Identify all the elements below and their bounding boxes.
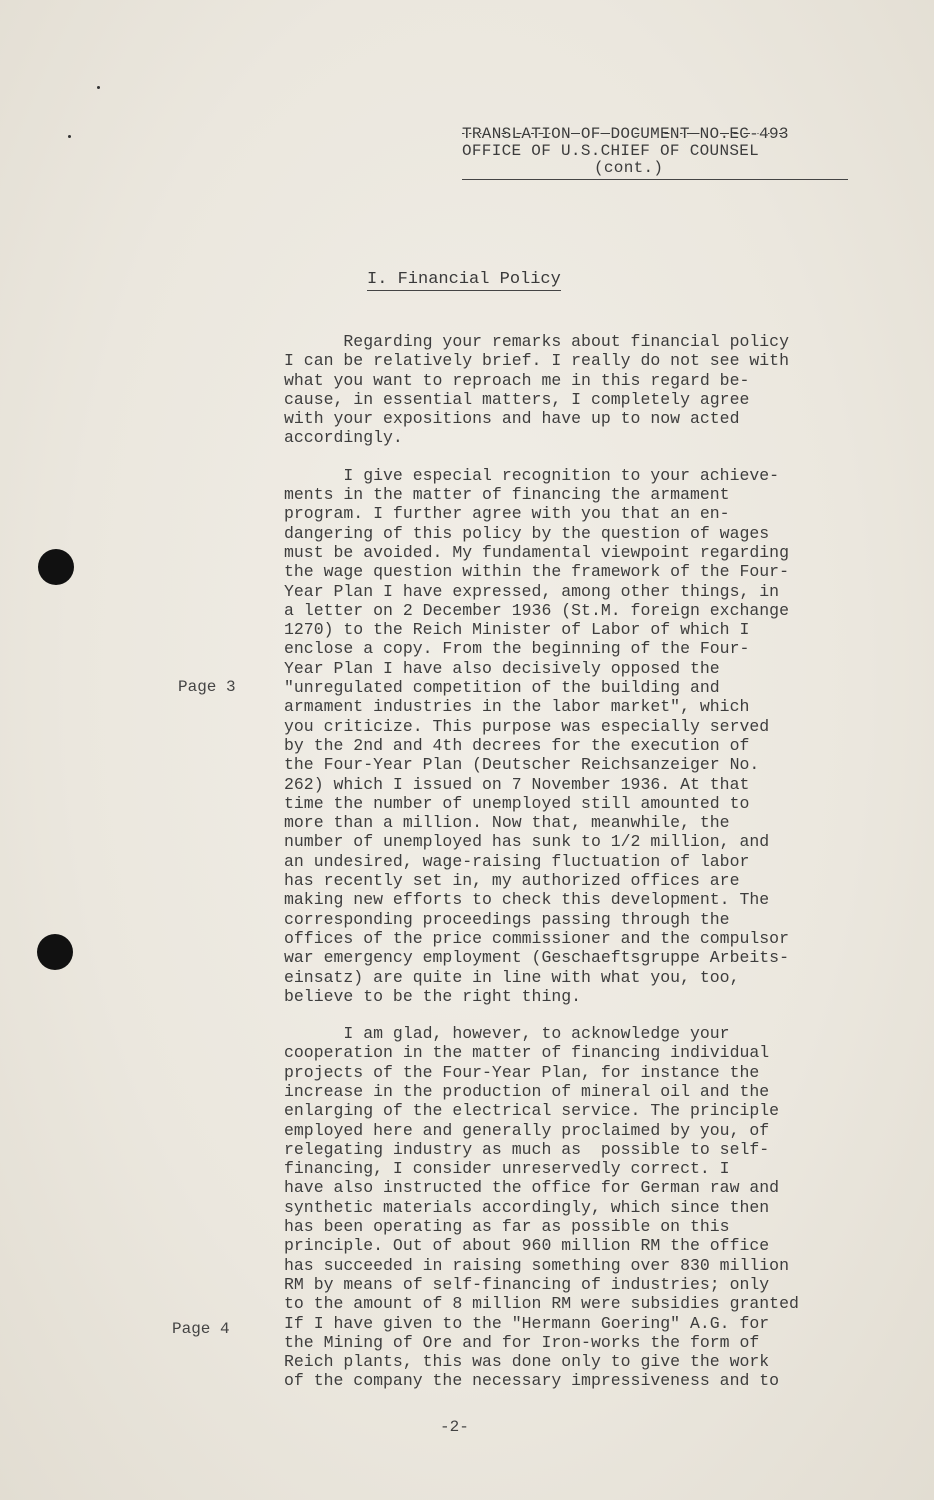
text-line: If I have given to the "Hermann Goering" A.G. for <box>284 1313 770 1333</box>
text-line: you criticize. This purpose was especially served <box>284 716 770 736</box>
text-line: einsatz) are quite in line with what you, too, <box>284 967 740 987</box>
header-continued: (cont.) <box>594 159 664 177</box>
text-line: has been operating as far as possible on this <box>284 1217 730 1237</box>
text-line: have also instructed the office for German raw and <box>284 1178 780 1198</box>
text-line: has recently set in, my authorized offices are <box>284 871 740 891</box>
text-line: I can be relatively brief. I really do not see with <box>284 351 789 371</box>
text-line: I give especial recognition to your achieve- <box>284 465 780 485</box>
ink-speck <box>97 86 100 89</box>
text-line: making new efforts to check this development. The <box>284 890 770 910</box>
text-line: Year Plan I have expressed, among other things, in <box>284 581 780 601</box>
text-line: Regarding your remarks about financial policy <box>284 332 789 351</box>
text-line: 1270) to the Reich Minister of Labor of which I <box>284 620 750 640</box>
text-line: financing, I consider unreservedly correct. I <box>284 1159 730 1179</box>
header-office: OFFICE OF U.S.CHIEF OF COUNSEL <box>462 142 760 160</box>
document-header <box>462 126 848 180</box>
paragraph <box>284 466 884 1006</box>
text-line: corresponding proceedings passing through the <box>284 909 730 929</box>
paragraph <box>284 332 884 448</box>
text-line: by the 2nd and 4th decrees for the execution of <box>284 735 750 755</box>
text-line: enlarging of the electrical service. The principle <box>284 1101 780 1121</box>
text-line: Year Plan I have also decisively opposed the <box>284 658 720 678</box>
text-line: has succeeded in raising something over 830 million <box>284 1255 789 1275</box>
text-line: cooperation in the matter of financing individual <box>284 1043 770 1063</box>
text-line: time the number of unemployed still amounted to <box>284 793 750 813</box>
text-line: accordingly. <box>284 428 403 448</box>
text-line: with your expositions and have up to now acted <box>284 409 740 429</box>
text-line: "unregulated competition of the building and <box>284 678 720 698</box>
text-line: more than a million. Now that, meanwhile, the <box>284 813 730 833</box>
text-line: armament industries in the labor market", which <box>284 697 750 717</box>
section-title: I. Financial Policy <box>367 270 561 289</box>
text-line: war emergency employment (Geschaeftsgruppe Arbeits- <box>284 948 789 968</box>
text-line: the wage question within the framework of the Four- <box>284 562 789 582</box>
text-line: to the amount of 8 million RM were subsidies granted <box>284 1294 799 1314</box>
text-line: cause, in essential matters, I completely agree <box>284 389 750 409</box>
text-line: of the company the necessary impressiveness and to <box>284 1371 780 1391</box>
header-rule <box>462 179 848 180</box>
text-line: RM by means of self-financing of industries; only <box>284 1274 770 1294</box>
page-number: -2- <box>440 1418 469 1436</box>
text-line: believe to be the right thing. <box>284 986 582 1006</box>
text-line: projects of the Four-Year Plan, for instance the <box>284 1062 760 1082</box>
punch-hole-upper <box>38 549 74 585</box>
text-line: number of unemployed has sunk to 1/2 million, and <box>284 832 770 852</box>
paragraph <box>284 1024 884 1391</box>
text-line: synthetic materials accordingly, which since then <box>284 1197 770 1217</box>
punch-hole-lower <box>37 934 73 970</box>
text-line: the Four-Year Plan (Deutscher Reichsanzeiger No. <box>284 755 760 775</box>
text-line: I am glad, however, to acknowledge your <box>284 1024 730 1044</box>
text-line: employed here and generally proclaimed by you, of <box>284 1120 770 1140</box>
body-text <box>284 332 884 1409</box>
margin-note-page-3: Page 3 <box>178 678 236 696</box>
text-line: offices of the price commissioner and the compulsor <box>284 928 789 948</box>
text-line: a letter on 2 December 1936 (St.M. foreign exchange <box>284 600 789 620</box>
ink-speck <box>68 135 71 138</box>
text-line: must be avoided. My fundamental viewpoint regarding <box>284 542 789 562</box>
text-line: relegating industry as much as possible to self- <box>284 1139 770 1159</box>
text-line: 262) which I issued on 7 November 1936. At that <box>284 774 750 794</box>
header-document-number: TRANSLATION OF DOCUMENT NO.EC-493 <box>462 125 789 143</box>
text-line: ments in the matter of financing the armament <box>284 485 730 505</box>
margin-note-page-4: Page 4 <box>172 1320 230 1338</box>
text-line: enclose a copy. From the beginning of the Four- <box>284 639 750 659</box>
text-line: an undesired, wage-raising fluctuation of labor <box>284 851 750 871</box>
text-line: principle. Out of about 960 million RM the office <box>284 1236 770 1256</box>
text-line: dangering of this policy by the question of wages <box>284 523 770 543</box>
text-line: increase in the production of mineral oil and the <box>284 1081 770 1101</box>
text-line: Reich plants, this was done only to give the work <box>284 1352 770 1372</box>
text-line: program. I further agree with you that an en- <box>284 504 730 524</box>
text-line: the Mining of Ore and for Iron-works the form of <box>284 1332 760 1352</box>
text-line: what you want to reproach me in this regard be- <box>284 370 750 390</box>
